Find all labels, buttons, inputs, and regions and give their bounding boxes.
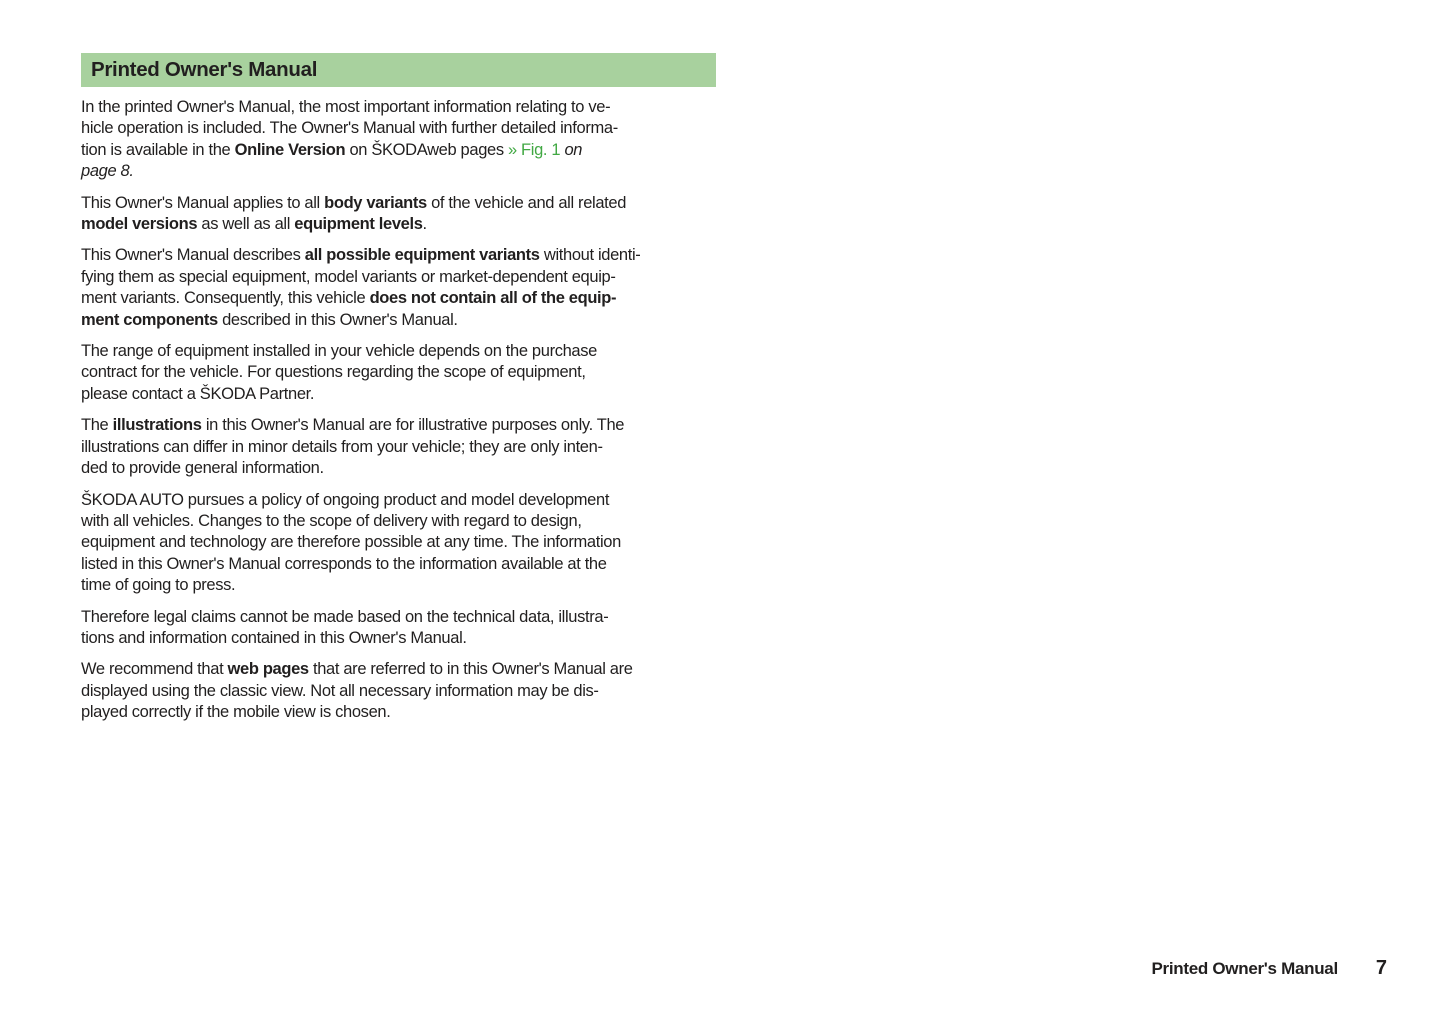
- paragraph: [81, 490, 741, 597]
- paragraph: [81, 97, 741, 183]
- paragraph: [81, 607, 741, 650]
- text-segment: in this Owner's Manual are for illustrative purposes only. The: [201, 416, 625, 435]
- text-segment: illustrations: [112, 416, 202, 435]
- text-segment: on: [560, 140, 583, 159]
- text-line: [81, 193, 741, 214]
- text-segment: Therefore legal claims cannot be made based on the technical data, illustra-: [81, 607, 609, 626]
- text-segment: that are referred to in this Owner's Manual are: [308, 660, 633, 679]
- text-segment: tions and information contained in this Owner's Manual.: [81, 628, 467, 647]
- text-segment: tion is available in the: [81, 140, 235, 159]
- text-line: [81, 97, 741, 118]
- text-segment: with all vehicles. Changes to the scope of delivery with regard to design,: [81, 511, 582, 530]
- text-segment: ŠKODA AUTO pursues a policy of ongoing product and model development: [81, 490, 610, 509]
- section-title: Printed Owner's Manual: [91, 58, 318, 81]
- text-segment: .: [422, 215, 427, 234]
- text-segment: In the printed Owner's Manual, the most important information relating to ve-: [81, 98, 611, 116]
- text-segment: ment components: [81, 310, 218, 329]
- text-line: [81, 532, 741, 553]
- text-segment: page 8.: [81, 162, 134, 181]
- text-segment: does not contain all of the equip-: [369, 289, 617, 308]
- text-line: [81, 681, 741, 702]
- text-segment: This Owner's Manual describes: [81, 246, 305, 265]
- text-segment: illustrations can differ in minor details from your vehicle; they are only inten-: [81, 437, 603, 456]
- text-line: [81, 384, 741, 405]
- text-line: [81, 575, 741, 596]
- text-line: [81, 214, 741, 235]
- text-line: [81, 341, 741, 362]
- text-line: [81, 245, 741, 266]
- text-segment: please contact a ŠKODA Partner.: [81, 384, 315, 403]
- text-segment: This Owner's Manual applies to all: [81, 193, 325, 212]
- text-segment: The range of equipment installed in your vehicle depends on the purchase: [81, 342, 597, 361]
- text-segment: We recommend that: [81, 660, 228, 679]
- text-line: [81, 118, 741, 139]
- text-segment: on ŠKODAweb pages: [345, 140, 508, 159]
- text-line: [81, 628, 741, 649]
- text-segment: all possible equipment variants: [304, 246, 540, 265]
- text-segment: listed in this Owner's Manual corresponds to the information available at the: [81, 554, 607, 573]
- text-line: [81, 702, 741, 723]
- text-line: [81, 161, 741, 182]
- text-line: [81, 554, 741, 575]
- text-line: [81, 490, 741, 511]
- text-line: [81, 437, 741, 458]
- paragraph: [81, 415, 741, 479]
- paragraph: [81, 341, 741, 405]
- text-segment: fying them as special equipment, model variants or market-dependent equip-: [81, 267, 616, 286]
- text-line: [81, 362, 741, 383]
- page-footer: [1152, 957, 1388, 980]
- text-line: [81, 310, 741, 331]
- text-segment: ded to provide general information.: [81, 459, 324, 478]
- paragraph: [81, 193, 741, 236]
- paragraph: [81, 659, 741, 723]
- text-line: [81, 288, 741, 309]
- text-segment: equipment and technology are therefore possible at any time. The information: [81, 533, 621, 552]
- text-line: [81, 415, 741, 436]
- text-line: [81, 659, 741, 680]
- text-segment: hicle operation is included. The Owner's Manual with further detailed informa-: [81, 119, 618, 138]
- text-segment: displayed using the classic view. Not all necessary information may be dis-: [81, 681, 599, 700]
- text-line: [81, 458, 741, 479]
- footer-section-label: Printed Owner's Manual: [1151, 959, 1338, 978]
- section-header-bar: [81, 53, 716, 87]
- footer-page-number: 7: [1375, 957, 1387, 979]
- text-segment: time of going to press.: [81, 576, 236, 595]
- text-segment: played correctly if the mobile view is chosen.: [81, 703, 391, 722]
- text-segment: of the vehicle and all related: [426, 193, 627, 212]
- text-segment: without identi-: [539, 246, 641, 265]
- text-line: [81, 267, 741, 288]
- text-segment: model versions: [81, 215, 198, 234]
- text-line: [81, 607, 741, 628]
- text-line: [81, 140, 741, 161]
- body-text: [81, 97, 741, 734]
- figure-reference-link[interactable]: » Fig. 1: [507, 140, 561, 159]
- text-segment: as well as all: [197, 215, 295, 234]
- text-segment: Online Version: [234, 140, 346, 159]
- text-segment: web pages: [227, 660, 309, 679]
- text-segment: body variants: [324, 193, 427, 212]
- text-line: [81, 511, 741, 532]
- text-segment: described in this Owner's Manual.: [217, 310, 458, 329]
- text-segment: equipment levels: [294, 215, 423, 234]
- text-segment: contract for the vehicle. For questions regarding the scope of equipment,: [81, 363, 586, 382]
- text-segment: The: [81, 416, 113, 435]
- paragraph: [81, 245, 741, 331]
- text-segment: ment variants. Consequently, this vehicle: [81, 289, 370, 308]
